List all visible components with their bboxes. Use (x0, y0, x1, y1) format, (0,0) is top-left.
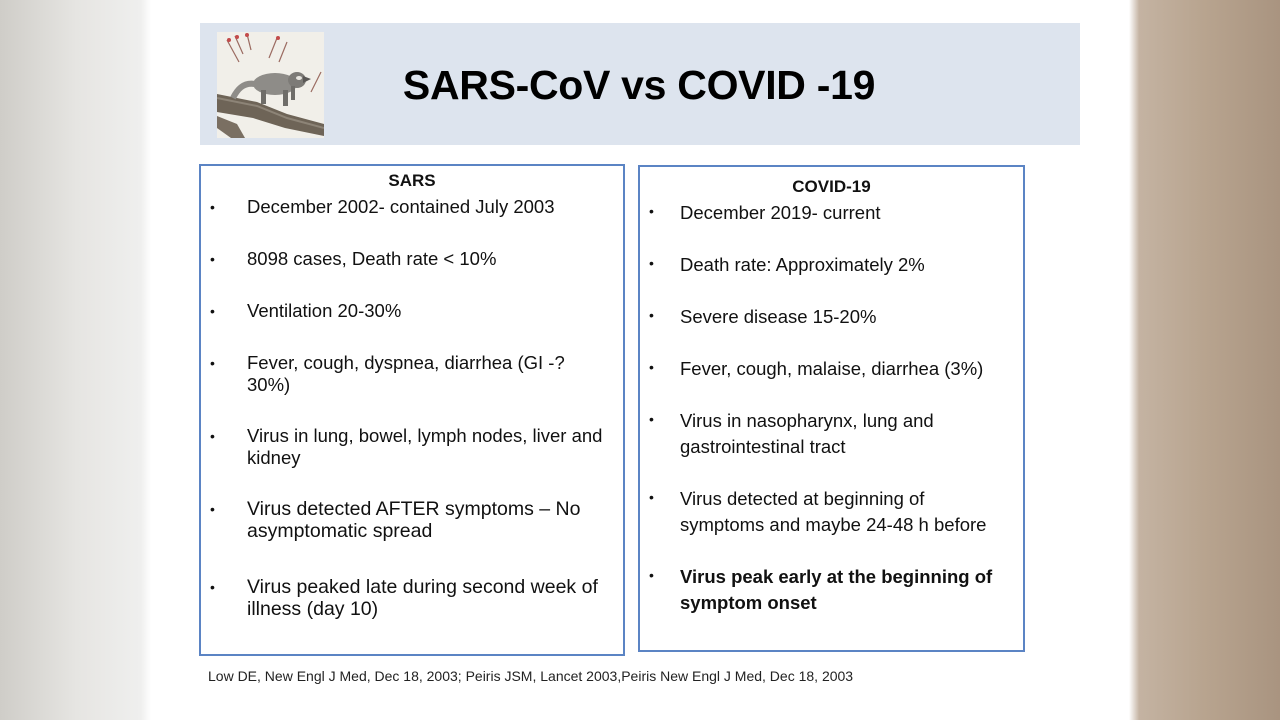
sars-item-text: Ventilation 20-30% (247, 300, 402, 321)
bullet: • (210, 501, 215, 517)
sars-item-text: December 2002- contained July 2003 (247, 196, 555, 217)
covid-item-text: December 2019- current (680, 202, 881, 223)
covid-item-text: Virus in nasopharynx, lung and gastrointestinal tract (680, 410, 934, 457)
bullet: • (649, 307, 654, 323)
bullet: • (210, 355, 215, 371)
bullet: • (210, 251, 215, 267)
bullet: • (210, 303, 215, 319)
covid-item-text: Virus peak early at the beginning of symptom onset (680, 566, 993, 613)
sars-heading: SARS (388, 171, 436, 190)
sars-item-text: Virus peaked late during second week of illness (day 10) (247, 576, 598, 620)
slide (151, 0, 1129, 720)
covid-item-text: Virus detected at beginning of symptoms and maybe 24-48 h before (680, 488, 987, 535)
sars-item-text: Virus detected AFTER symptoms – No asymptomatic spread (247, 498, 581, 542)
bullet: • (210, 579, 215, 595)
covid-item-text: Fever, cough, malaise, diarrhea (3%) (680, 358, 984, 379)
covid-heading: COVID-19 (792, 177, 871, 196)
covid-item-text: Death rate: Approximately 2% (680, 254, 925, 275)
bullet: • (649, 255, 654, 271)
sars-box (199, 164, 625, 656)
bullet: • (649, 411, 654, 427)
citation: Low DE, New Engl J Med, Dec 18, 2003; Peiris JSM, Lancet 2003,Peiris New Engl J Med, Dec 18, 2003 (208, 668, 854, 684)
covid-box (638, 165, 1025, 652)
covid-item-text: Severe disease 15-20% (680, 306, 877, 327)
bullet: • (210, 428, 215, 444)
sars-item-text: Virus in lung, bowel, lymph nodes, liver and kidney (247, 425, 603, 468)
slide-title: SARS-CoV vs COVID -19 (402, 62, 876, 108)
civet-photo (217, 32, 324, 138)
bullet: • (649, 489, 654, 505)
bullet: • (649, 359, 654, 375)
sars-item-text: Fever, cough, dyspnea, diarrhea (GI -? 30%) (247, 352, 565, 395)
sars-item-text: 8098 cases, Death rate < 10% (247, 248, 497, 269)
bullet: • (649, 567, 654, 583)
bullet: • (210, 199, 215, 215)
bullet: • (649, 203, 654, 219)
